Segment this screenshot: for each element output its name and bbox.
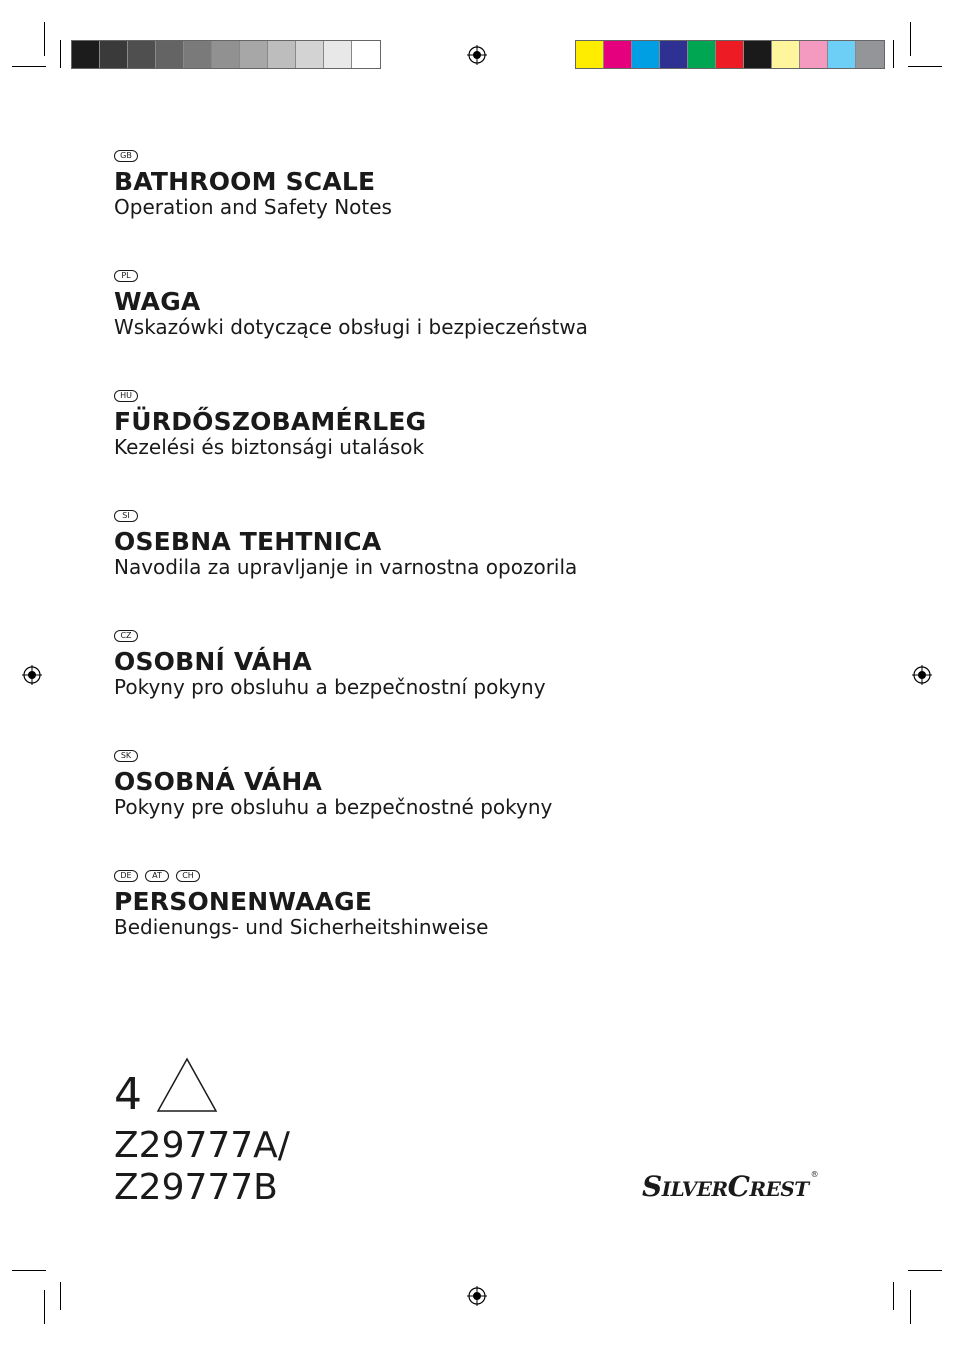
model-number	[114, 1125, 290, 1209]
model-line: Z29777A/	[114, 1125, 290, 1166]
logo-letter: REST	[749, 1177, 809, 1201]
color-swatch	[688, 41, 716, 68]
color-swatch	[856, 41, 884, 68]
crop-mark	[12, 66, 46, 67]
section-gb	[114, 150, 392, 219]
product-title: PERSONENWAAGE	[114, 887, 373, 916]
color-swatch	[324, 41, 352, 68]
model-line: Z29777B	[114, 1167, 278, 1208]
section-de-at-ch	[114, 870, 488, 939]
country-badges	[114, 270, 588, 284]
product-title: WAGA	[114, 287, 201, 316]
crop-mark	[60, 40, 61, 68]
country-badges	[114, 510, 577, 524]
logo-letter: S	[642, 1170, 662, 1203]
product-title: FÜRDŐSZOBAMÉRLEG	[114, 407, 427, 436]
product-subtitle: Wskazówki dotyczące obsługi i bezpieczeństwa	[114, 315, 588, 339]
registration-mark-icon	[912, 665, 932, 685]
product-title: BATHROOM SCALE	[114, 167, 376, 196]
country-badge: AT	[145, 870, 169, 882]
product-subtitle: Operation and Safety Notes	[114, 195, 392, 219]
crop-mark	[12, 1270, 46, 1271]
color-swatch	[660, 41, 688, 68]
color-swatch	[352, 41, 380, 68]
crop-mark	[44, 22, 45, 56]
color-swatch	[156, 41, 184, 68]
country-badge: SI	[114, 510, 138, 522]
section-cz	[114, 630, 546, 699]
crop-mark	[893, 40, 894, 68]
registration-mark-icon	[22, 665, 42, 685]
registration-mark-icon	[467, 45, 487, 65]
color-swatch	[800, 41, 828, 68]
section-hu	[114, 390, 426, 459]
country-badge: CH	[176, 870, 200, 882]
color-swatch	[128, 41, 156, 68]
logo-letter: C	[727, 1170, 750, 1203]
product-subtitle: Navodila za upravljanje in varnostna opozorila	[114, 555, 578, 579]
triangle-icon	[156, 1057, 218, 1113]
color-swatch	[212, 41, 240, 68]
registered-mark: ®	[810, 1170, 819, 1179]
country-badges	[114, 630, 546, 644]
crop-mark	[910, 1290, 911, 1324]
color-swatch	[828, 41, 856, 68]
crop-mark	[910, 22, 911, 56]
section-pl	[114, 270, 588, 339]
section-si	[114, 510, 577, 579]
color-swatch	[744, 41, 772, 68]
crop-mark	[893, 1282, 894, 1310]
grayscale-color-bar	[71, 40, 381, 69]
country-badge: DE	[114, 870, 138, 882]
product-subtitle: Pokyny pro obsluhu a bezpečnostní pokyny	[114, 675, 546, 699]
color-swatch	[576, 41, 604, 68]
country-badge: PL	[114, 270, 138, 282]
crop-mark	[60, 1282, 61, 1310]
country-badges	[114, 150, 392, 164]
country-badge: HU	[114, 390, 138, 402]
country-badges	[114, 870, 488, 884]
registration-mark-icon	[467, 1286, 487, 1306]
product-title: OSEBNA TEHTNICA	[114, 527, 382, 556]
country-badges	[114, 750, 552, 764]
product-subtitle: Bedienungs- und Sicherheitshinweise	[114, 915, 489, 939]
color-swatch	[100, 41, 128, 68]
process-color-bar	[575, 40, 885, 69]
section-sk	[114, 750, 552, 819]
product-title: OSOBNÁ VÁHA	[114, 767, 323, 796]
country-badges	[114, 390, 426, 404]
color-swatch	[268, 41, 296, 68]
product-subtitle: Kezelési és biztonsági utalások	[114, 435, 425, 459]
page-number: 4	[114, 1069, 142, 1120]
color-swatch	[716, 41, 744, 68]
crop-mark	[908, 66, 942, 67]
color-swatch	[604, 41, 632, 68]
logo-letter: ILVER	[661, 1177, 728, 1201]
color-swatch	[184, 41, 212, 68]
color-swatch	[772, 41, 800, 68]
color-swatch	[296, 41, 324, 68]
product-title: OSOBNÍ VÁHA	[114, 647, 312, 676]
color-swatch	[240, 41, 268, 68]
country-badge: SK	[114, 750, 138, 762]
crop-mark	[44, 1290, 45, 1324]
silvercrest-logo	[642, 1170, 818, 1203]
product-subtitle: Pokyny pre obsluhu a bezpečnostné pokyny	[114, 795, 553, 819]
country-badge: GB	[114, 150, 138, 162]
country-badge: CZ	[114, 630, 138, 642]
color-swatch	[72, 41, 100, 68]
color-swatch	[632, 41, 660, 68]
crop-mark	[908, 1270, 942, 1271]
